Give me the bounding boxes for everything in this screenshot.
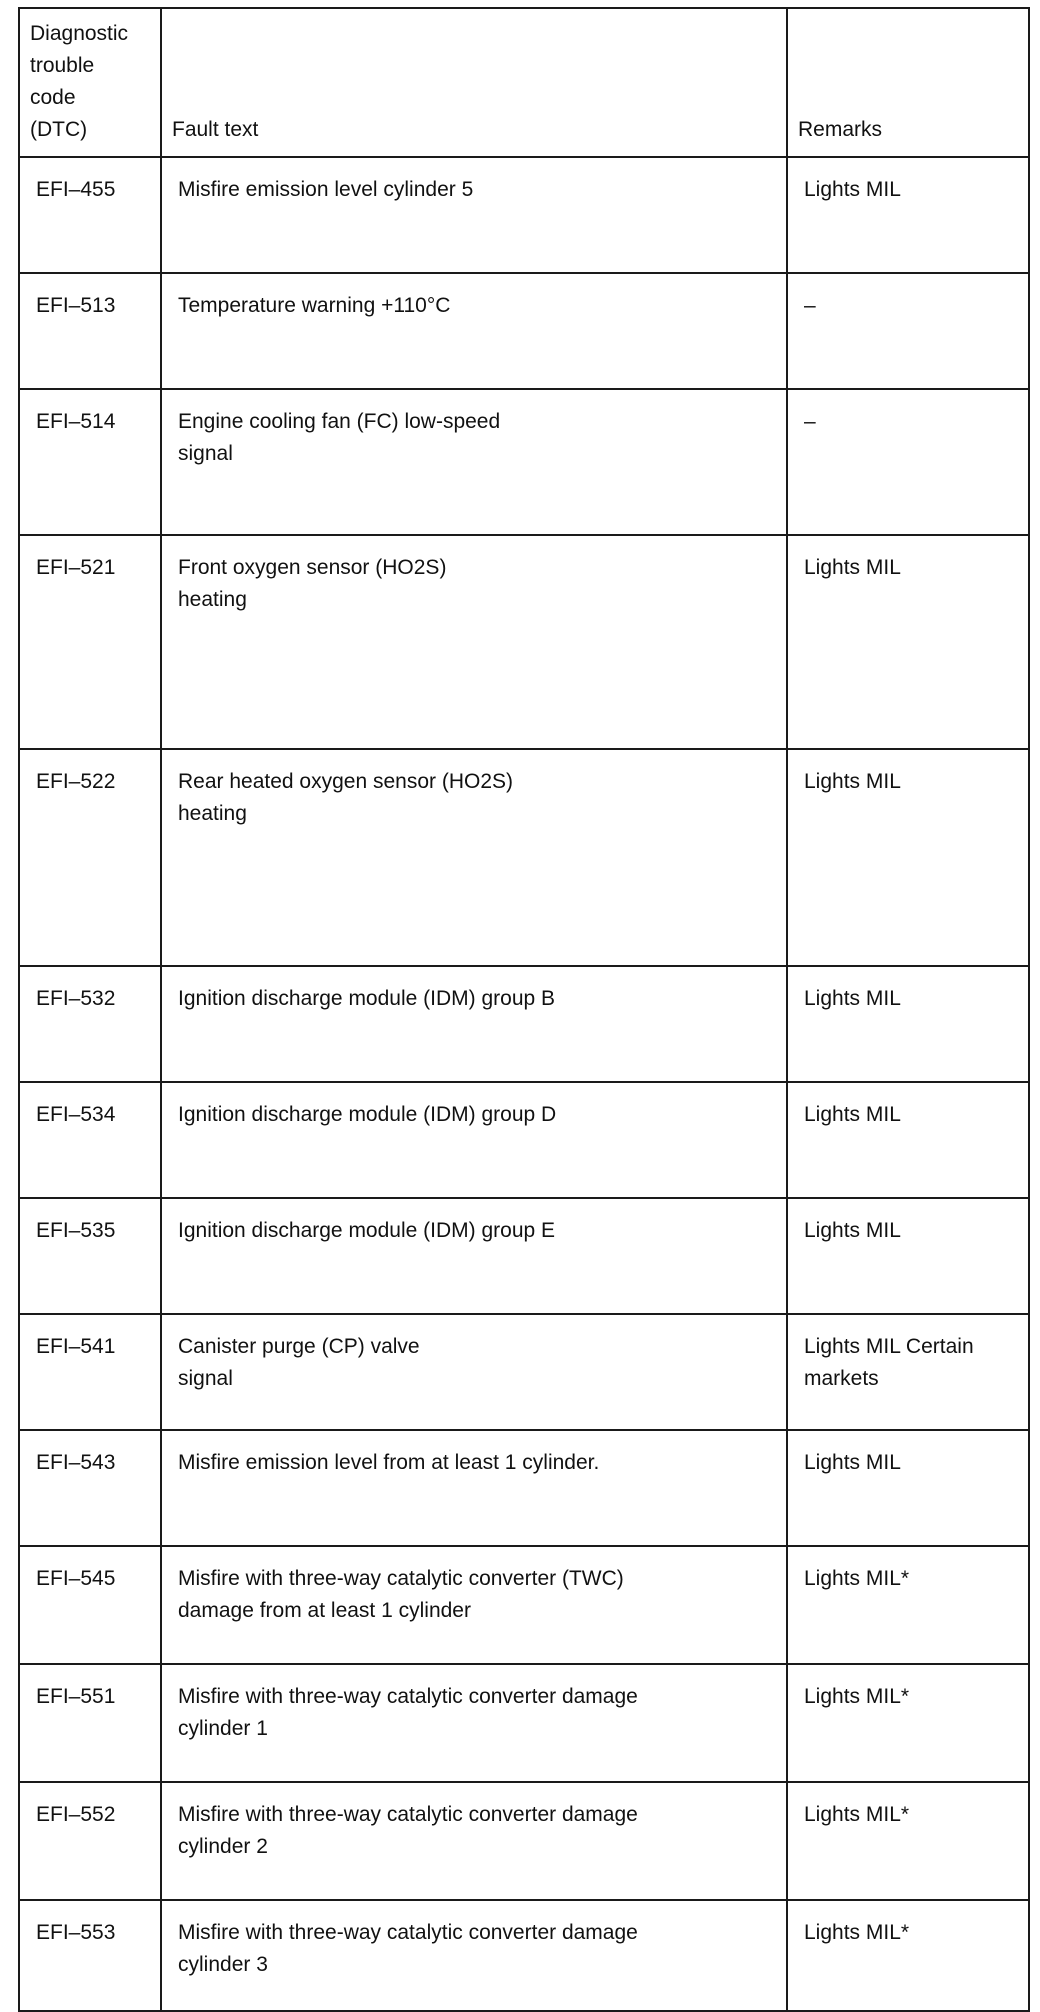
cell-dtc-code: EFI–552 xyxy=(19,1782,161,1900)
cell-fault-text: Misfire with three-way catalytic converter damage cylinder 3 xyxy=(161,1900,787,2011)
table-row xyxy=(19,1664,1029,1782)
cell-fault-text: Ignition discharge module (IDM) group E xyxy=(161,1198,787,1314)
cell-fault-text: Misfire with three-way catalytic converter damage cylinder 2 xyxy=(161,1782,787,1900)
cell-fault-text: Misfire emission level cylinder 5 xyxy=(161,157,787,273)
table-row xyxy=(19,157,1029,273)
cell-remarks: Lights MIL* xyxy=(787,1782,1029,1900)
cell-remarks: – xyxy=(787,389,1029,535)
cell-dtc-code: EFI–541 xyxy=(19,1314,161,1430)
cell-dtc-code: EFI–521 xyxy=(19,535,161,749)
cell-remarks: Lights MIL Certain markets xyxy=(787,1314,1029,1430)
table-row xyxy=(19,1314,1029,1430)
cell-dtc-code: EFI–535 xyxy=(19,1198,161,1314)
cell-remarks: Lights MIL xyxy=(787,749,1029,966)
table-row xyxy=(19,1900,1029,2011)
table-header xyxy=(19,8,1029,157)
cell-dtc-code: EFI–553 xyxy=(19,1900,161,2011)
header-dtc: Diagnostic trouble code (DTC) xyxy=(19,8,161,157)
cell-dtc-code: EFI–551 xyxy=(19,1664,161,1782)
table-row xyxy=(19,1546,1029,1664)
cell-dtc-code: EFI–534 xyxy=(19,1082,161,1198)
dtc-table xyxy=(18,7,1030,2012)
table-row xyxy=(19,1198,1029,1314)
cell-fault-text: Misfire emission level from at least 1 cylinder. xyxy=(161,1430,787,1546)
cell-remarks: Lights MIL* xyxy=(787,1900,1029,2011)
table-row xyxy=(19,1082,1029,1198)
table-row xyxy=(19,749,1029,966)
cell-fault-text: Temperature warning +110°C xyxy=(161,273,787,389)
table-row xyxy=(19,273,1029,389)
cell-remarks: Lights MIL xyxy=(787,1082,1029,1198)
table-body xyxy=(19,157,1029,2011)
cell-remarks: Lights MIL xyxy=(787,535,1029,749)
table-row xyxy=(19,1430,1029,1546)
cell-dtc-code: EFI–455 xyxy=(19,157,161,273)
cell-fault-text: Rear heated oxygen sensor (HO2S) heating xyxy=(161,749,787,966)
table-row xyxy=(19,1782,1029,1900)
cell-dtc-code: EFI–532 xyxy=(19,966,161,1082)
header-remarks: Remarks xyxy=(787,8,1029,157)
table-row xyxy=(19,535,1029,749)
cell-dtc-code: EFI–513 xyxy=(19,273,161,389)
cell-remarks: Lights MIL* xyxy=(787,1546,1029,1664)
cell-remarks: Lights MIL* xyxy=(787,1664,1029,1782)
cell-fault-text: Ignition discharge module (IDM) group B xyxy=(161,966,787,1082)
cell-dtc-code: EFI–522 xyxy=(19,749,161,966)
cell-remarks: Lights MIL xyxy=(787,1198,1029,1314)
cell-fault-text: Engine cooling fan (FC) low-speed signal xyxy=(161,389,787,535)
cell-fault-text: Front oxygen sensor (HO2S) heating xyxy=(161,535,787,749)
header-fault-text: Fault text xyxy=(161,8,787,157)
cell-fault-text: Canister purge (CP) valve signal xyxy=(161,1314,787,1430)
cell-fault-text: Ignition discharge module (IDM) group D xyxy=(161,1082,787,1198)
cell-dtc-code: EFI–543 xyxy=(19,1430,161,1546)
cell-remarks: Lights MIL xyxy=(787,157,1029,273)
cell-remarks: Lights MIL xyxy=(787,966,1029,1082)
cell-remarks: – xyxy=(787,273,1029,389)
table-row xyxy=(19,389,1029,535)
table-row xyxy=(19,966,1029,1082)
cell-fault-text: Misfire with three-way catalytic converter (TWC) damage from at least 1 cylinder xyxy=(161,1546,787,1664)
cell-fault-text: Misfire with three-way catalytic converter damage cylinder 1 xyxy=(161,1664,787,1782)
header-row xyxy=(19,8,1029,157)
cell-remarks: Lights MIL xyxy=(787,1430,1029,1546)
cell-dtc-code: EFI–545 xyxy=(19,1546,161,1664)
cell-dtc-code: EFI–514 xyxy=(19,389,161,535)
